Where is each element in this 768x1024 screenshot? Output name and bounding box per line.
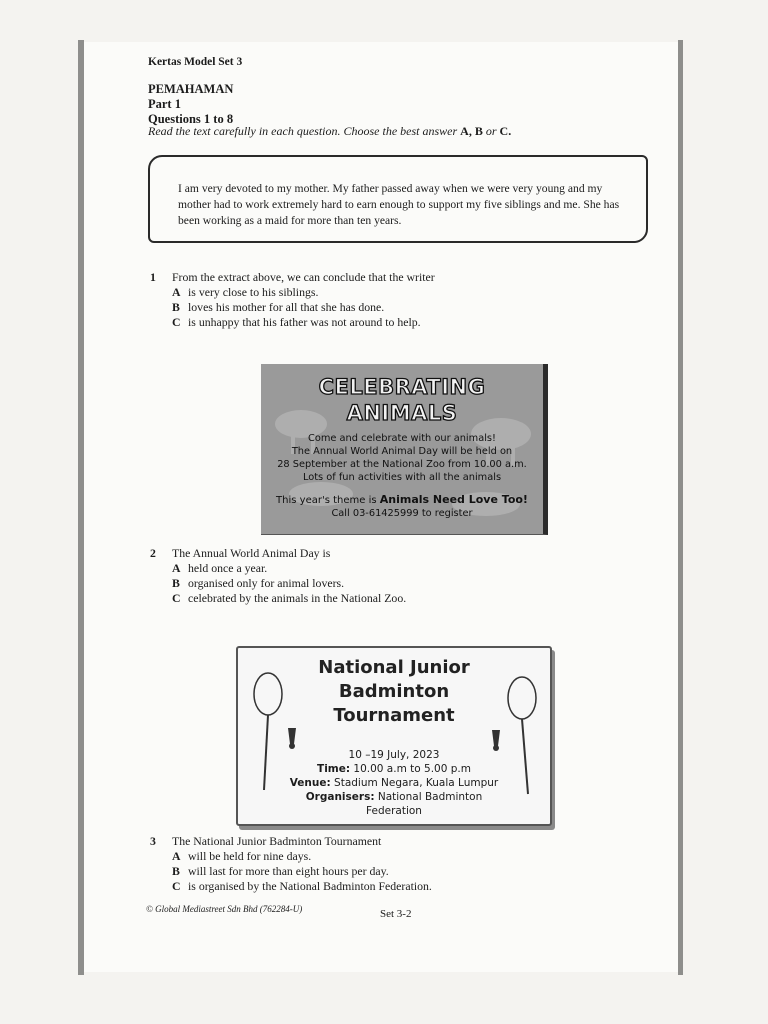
tournament-venue: Venue: Stadium Negara, Kuala Lumpur (289, 777, 499, 789)
poster-theme: This year's theme is Animals Need Love Too! (276, 493, 528, 506)
option-b[interactable]: B organised only for animal lovers. (172, 576, 345, 590)
instruction: Read the text carefully in each question. Choose the best answer A, B or C. (148, 124, 512, 138)
option-b[interactable]: B will last for more than eight hours per day. (172, 864, 389, 878)
tournament-title: National Junior Badminton Tournament (318, 657, 470, 726)
questions-range: Questions 1 to 8 (148, 112, 234, 126)
tournament-dates: 10 –19 July, 2023 (348, 749, 440, 761)
section-title: PEMAHAMAN (148, 82, 234, 96)
question-number: 2 (150, 546, 156, 560)
option-c[interactable]: C is organised by the National Badminton Federation. (172, 879, 432, 893)
option-c[interactable]: C celebrated by the animals in the National Zoo. (172, 591, 407, 605)
option-b[interactable]: B loves his mother for all that she has done. (172, 300, 385, 314)
part-title: Part 1 (148, 97, 181, 111)
tournament-details (278, 748, 510, 818)
option-a[interactable]: A held once a year. (172, 561, 268, 575)
question-number: 1 (150, 270, 156, 284)
tournament-time: Time: 10.00 a.m to 5.00 p.m (317, 763, 471, 775)
copyright-footer: © Global Mediastreet Sdn Bhd (762284-U) (146, 904, 303, 914)
poster-line: The Annual World Animal Day will be held on (291, 446, 513, 457)
poster-line: 28 September at the National Zoo from 10.00 a.m. (277, 459, 527, 470)
paper-header: Kertas Model Set 3 (148, 56, 243, 68)
poster-call: Call 03-61425999 to register (331, 508, 473, 519)
badminton-poster (236, 646, 552, 826)
passage-box: I am very devoted to my mother. My father passed away when we were very young and my mother had to work extremely hard to earn enough to support my five siblings and me. She has been working as a maid for more than ten years. (148, 155, 648, 243)
option-a[interactable]: A is very close to his siblings. (172, 285, 319, 299)
poster-line: Come and celebrate with our animals! (308, 433, 496, 444)
question-number: 3 (150, 834, 156, 848)
poster-line: Lots of fun activities with all the animals (302, 472, 502, 483)
option-a[interactable]: A will be held for nine days. (172, 849, 312, 863)
question-stem: From the extract above, we can conclude that the writer (172, 270, 435, 284)
question-stem: The National Junior Badminton Tournament (172, 834, 382, 848)
tournament-organisers: Organisers: National Badminton Federation (305, 791, 483, 817)
page-number: Set 3-2 (380, 908, 412, 920)
question-stem: The Annual World Animal Day is (172, 546, 331, 560)
option-c[interactable]: C is unhappy that his father was not around to help. (172, 315, 421, 329)
celebrating-animals-poster (261, 364, 548, 535)
exam-page (84, 42, 678, 972)
poster-title: CELEBRATING ANIMALS (318, 375, 486, 425)
page-edge-right (678, 40, 683, 975)
